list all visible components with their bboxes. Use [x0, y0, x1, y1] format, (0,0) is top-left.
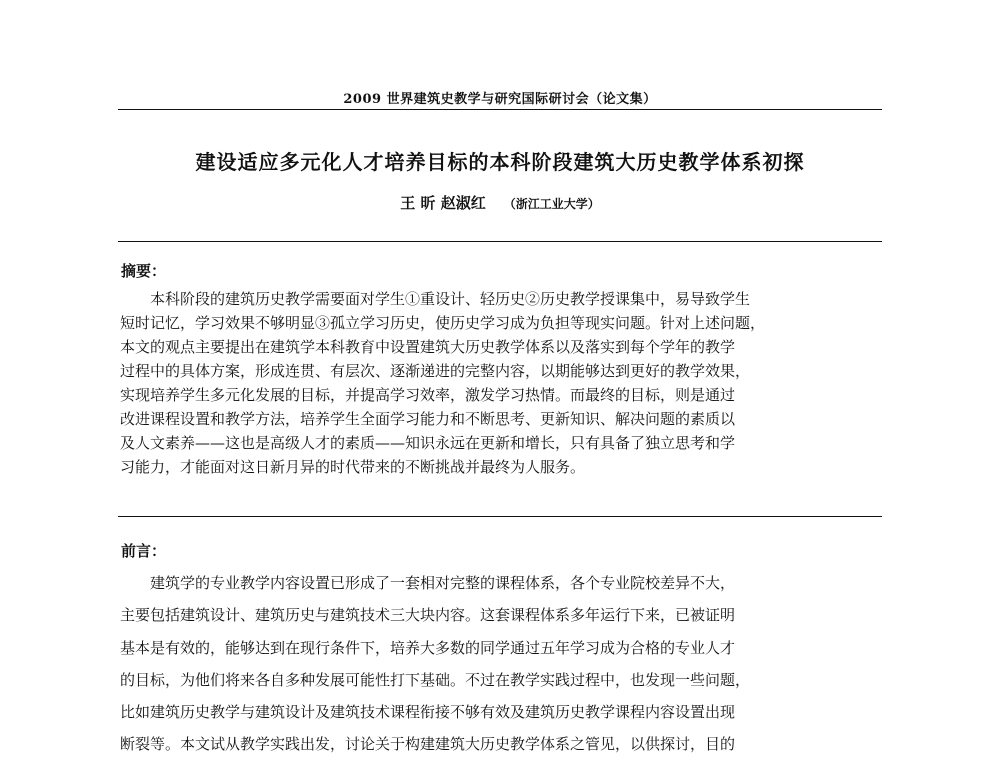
authors: 王 昕 赵淑红: [400, 194, 486, 212]
preface-line: 的目标，为他们将来各自多种发展可能性打下基础。不过在教学实践过程中，也发现一些问题，: [120, 670, 751, 689]
abstract-line: 及人文素养——这也是高级人才的素质——知识永远在更新和增长，只有具备了独立思考和学: [120, 434, 736, 452]
preface-line: 比如建筑历史教学与建筑设计及建筑技术课程衔接不够有效及建筑历史教学课程内容设置出现: [120, 703, 736, 722]
abstract-line: 本科阶段的建筑历史教学需要面对学生①重设计、轻历史②历史教学授课集中，易导致学生: [150, 290, 751, 308]
abstract-bottom-rule: [118, 516, 882, 517]
preface-body: [120, 567, 882, 761]
abstract-line: 改进课程设置和教学方法，培养学生全面学习能力和不断思考、更新知识、解决问题的素质以: [120, 410, 736, 428]
abstract-line: 习能力，才能面对这日新月异的时代带来的不断挑战并最终为人服务。: [120, 458, 586, 476]
author-line: [100, 192, 900, 213]
preface-line: 主要包括建筑设计、建筑历史与建筑技术三大块内容。这套课程体系多年运行下来，已被证明: [120, 606, 736, 625]
preface-line: 建筑学的专业教学内容设置已形成了一套相对完整的课程体系，各个专业院校差异不大，: [150, 574, 736, 592]
abstract-line: 过程中的具体方案，形成连贯、有层次、逐渐递进的完整内容，以期能够达到更好的教学效果，: [120, 362, 751, 380]
header-rule: [118, 109, 882, 110]
abstract-line: 短时记忆，学习效果不够明显③孤立学习历史，使历史学习成为负担等现实问题。针对上述问题，: [120, 314, 766, 332]
abstract-line: 本文的观点主要提出在建筑学本科教育中设置建筑大历史教学体系以及落实到每个学年的教学: [120, 338, 736, 356]
abstract-line: 实现培养学生多元化发展的目标，并提高学习效率，激发学习热情。而最终的目标，则是通过: [120, 386, 736, 404]
preface-line: 断裂等。本文试从教学实践出发，讨论关于构建建筑大历史教学体系之管见，以供探讨，目的: [120, 735, 736, 754]
running-header: 2009 世界建筑史教学与研究国际研讨会（论文集）: [343, 92, 657, 107]
preface-label: 前言：: [121, 542, 167, 560]
preface-line: 基本是有效的，能够达到在现行条件下，培养大多数的同学通过五年学习成为合格的专业人才: [120, 638, 736, 657]
paper-title: 建设适应多元化人才培养目标的本科阶段建筑大历史教学体系初探: [195, 150, 805, 174]
affiliation: （浙江工业大学）: [503, 197, 600, 211]
abstract-label: 摘要：: [121, 262, 167, 280]
abstract-top-rule: [118, 241, 882, 242]
abstract-body: [120, 287, 882, 479]
